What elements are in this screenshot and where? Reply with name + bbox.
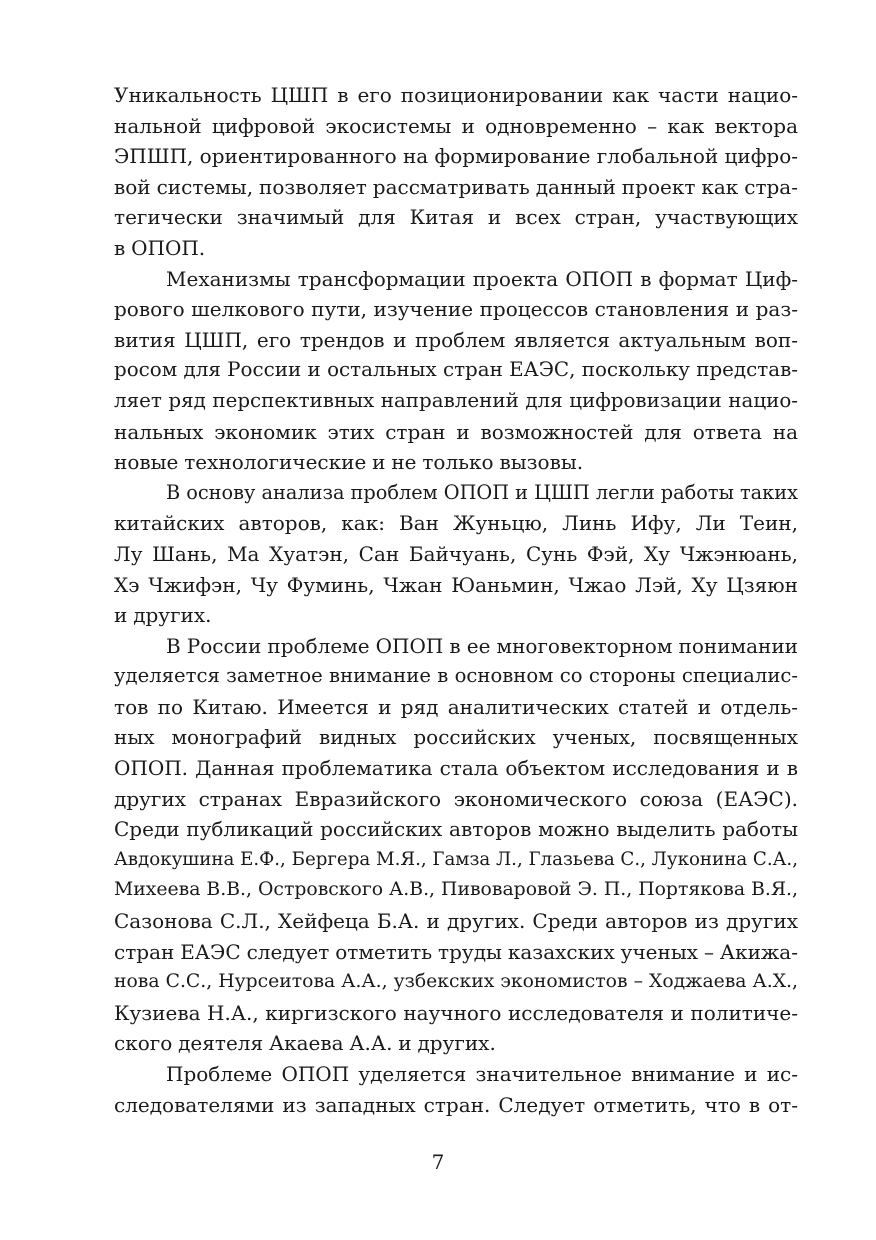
text-line: росом для России и остальных стран ЕАЭС, поскольку представ-	[114, 358, 798, 382]
text-line: нальной цифровой экосистемы и одновременно – как вектора	[114, 113, 798, 138]
text-line: В основу анализа проблем ОПОП и ЦШП легли работы таких	[166, 480, 798, 504]
text-line: других странах Евразийского экономического союза (ЕАЭС).	[114, 786, 798, 811]
text-line: стран ЕАЭС следует отметить труды казахских ученых – Акижа-	[114, 939, 798, 964]
text-line: и других.	[114, 603, 212, 628]
text-line: вой системы, позволяет рассматривать данный проект как стра-	[114, 174, 798, 199]
text-line: ных монографий видных российских ученых, посвященных	[114, 725, 798, 750]
text-line: вития ЦШП, его трендов и проблем является актуальным воп-	[114, 327, 798, 352]
text-line: рового шелкового пути, изучение процессов становления и раз-	[114, 297, 798, 322]
text-line: Авдокушина Е.Ф., Бергера М.Я., Гамза Л., Глазьева С., Луконина С.А.,	[114, 848, 798, 870]
text-line: Механизмы трансформации проекта ОПОП в формат Циф-	[166, 266, 798, 291]
text-line: Лу Шань, Ма Хуатэн, Сан Байчуань, Сунь Фэй, Ху Чжэнюань,	[114, 541, 798, 566]
text-line: Сазонова С.Л., Хейфеца Б.А. и других. Среди авторов из других	[114, 909, 798, 934]
text-line: ского деятеля Акаева А.А. и других.	[114, 1031, 496, 1056]
page-number: 7	[431, 1150, 445, 1174]
body-text	[114, 80, 798, 1120]
text-line: следователями из западных стран. Следует отметить, что в от-	[114, 1092, 798, 1117]
text-line: нальных экономик этих стран и возможностей для ответа на	[114, 419, 798, 444]
text-line: уделяется заметное внимание в основном со стороны специалис-	[114, 664, 798, 688]
text-line: нова С.С., Нурсеитова А.А., узбекских экономистов – Ходжаева А.Х.,	[114, 971, 798, 993]
text-line: тов по Китаю. Имеется и ряд аналитических статей и отдель-	[114, 694, 798, 719]
text-line: ляет ряд перспективных направлений для цифровизации нацио-	[114, 388, 798, 412]
text-line: Уникальность ЦШП в его позиционировании как части нацио-	[114, 83, 798, 107]
text-line: Михеева В.В., Островского А.В., Пивоваровой Э. П., Портякова В.Я.,	[114, 879, 798, 901]
paragraph-2	[114, 264, 798, 478]
text-line: Кузиева Н.А., киргизского научного исследователя и политиче-	[114, 1000, 798, 1025]
paragraph-3	[114, 478, 798, 631]
text-line: ОПОП. Данная проблематика стала объектом исследования и в	[114, 756, 798, 781]
paragraph-4	[114, 631, 798, 1059]
text-line: тегически значимый для Китая и всех стран, участвующих	[114, 205, 798, 230]
text-line: в ОПОП.	[114, 235, 206, 260]
text-line: В России проблеме ОПОП в ее многовекторном понимании	[166, 633, 798, 658]
text-line: китайских авторов, как: Ван Жуньцю, Линь Ифу, Ли Теин,	[114, 511, 798, 536]
text-line: Хэ Чжифэн, Чу Фуминь, Чжан Юаньмин, Чжао Лэй, Ху Цзяюн	[114, 572, 798, 597]
text-line: Проблеме ОПОП уделяется значительное внимание и ис-	[166, 1062, 798, 1086]
text-line: Среди публикаций российских авторов можно выделить работы	[114, 817, 798, 842]
paragraph-1	[114, 80, 798, 264]
text-line: ЭПШП, ориентированного на формирование глобальной цифро-	[114, 144, 798, 169]
text-line: новые технологические и не только вызовы.	[114, 450, 584, 475]
paragraph-5	[114, 1059, 798, 1120]
